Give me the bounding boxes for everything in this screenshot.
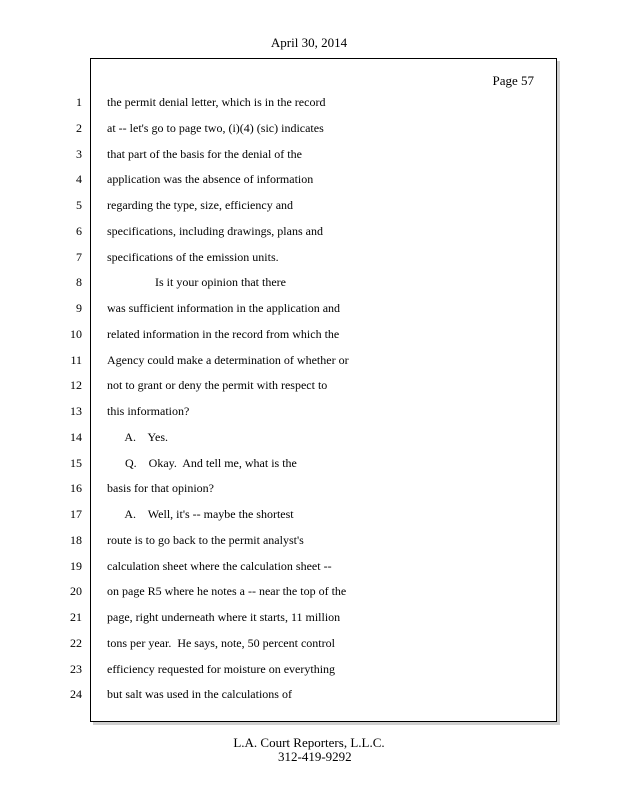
line-number: 20 (70, 584, 82, 599)
transcript-line: Is it your opinion that there (107, 275, 286, 290)
transcript-line: calculation sheet where the calculation sheet -- (107, 558, 332, 573)
transcript-line: Agency could make a determination of whether or (107, 352, 349, 367)
transcript-line: route is to go back to the permit analyst's (107, 532, 304, 547)
transcript-line: not to grant or deny the permit with respect to (107, 378, 328, 393)
transcript-line: application was the absence of information (107, 172, 314, 187)
transcript-line: that part of the basis for the denial of the (107, 146, 302, 161)
line-number: 5 (76, 198, 82, 212)
transcript-line: specifications, including drawings, plans and (107, 223, 323, 238)
line-number: 11 (70, 352, 82, 367)
line-number: 19 (70, 558, 82, 573)
transcript-line: the permit denial letter, which is in the record (107, 95, 326, 109)
transcript-line: this information? (107, 404, 190, 418)
line-number: 4 (76, 172, 82, 187)
line-number: 16 (70, 481, 82, 496)
line-number: 12 (70, 378, 82, 393)
transcript-text (107, 93, 547, 711)
transcript-line: A. Yes. (107, 429, 169, 444)
line-number: 23 (70, 661, 82, 676)
line-number-column (60, 93, 82, 711)
line-number: 8 (76, 275, 82, 290)
page-number: Page 57 (492, 73, 534, 88)
transcript-line: efficiency requested for moisture on everything (107, 661, 336, 676)
transcript-line: at -- let's go to page two, (i)(4) (sic) indicates (107, 120, 324, 135)
transcript-line: A. Well, it's -- maybe the shortest (107, 507, 294, 521)
transcript-line: basis for that opinion? (107, 481, 214, 496)
transcript-line: related information in the record from which the (107, 326, 340, 341)
line-number: 1 (76, 95, 82, 109)
line-number: 7 (76, 249, 82, 264)
line-number: 22 (70, 635, 82, 650)
line-number: 14 (70, 429, 82, 444)
transcript-line: specifications of the emission units. (107, 249, 279, 264)
line-number: 6 (76, 223, 82, 238)
transcript-line: Q. Okay. And tell me, what is the (107, 455, 297, 470)
line-number: 18 (70, 532, 82, 547)
transcript-line: tons per year. He says, note, 50 percent control (107, 635, 335, 650)
line-number: 21 (70, 610, 82, 624)
transcript-line: page, right underneath where it starts, 11 million (107, 610, 341, 624)
footer-company: L.A. Court Reporters, L.L.C. (233, 735, 385, 750)
line-number: 15 (70, 455, 82, 470)
line-number: 13 (70, 404, 82, 418)
footer-phone: 312-419-9292 (278, 749, 352, 764)
line-number: 10 (70, 326, 82, 341)
header-date: April 30, 2014 (270, 35, 348, 50)
line-number: 24 (70, 687, 82, 702)
line-number: 17 (70, 507, 82, 521)
line-number: 9 (76, 301, 82, 315)
transcript-line: was sufficient information in the application and (107, 301, 341, 315)
transcript-line: on page R5 where he notes a -- near the top of the (107, 584, 347, 599)
transcript-line: but salt was used in the calculations of (107, 687, 292, 702)
line-number: 3 (76, 146, 82, 161)
line-number: 2 (76, 120, 82, 135)
transcript-line: regarding the type, size, efficiency and (107, 198, 294, 212)
